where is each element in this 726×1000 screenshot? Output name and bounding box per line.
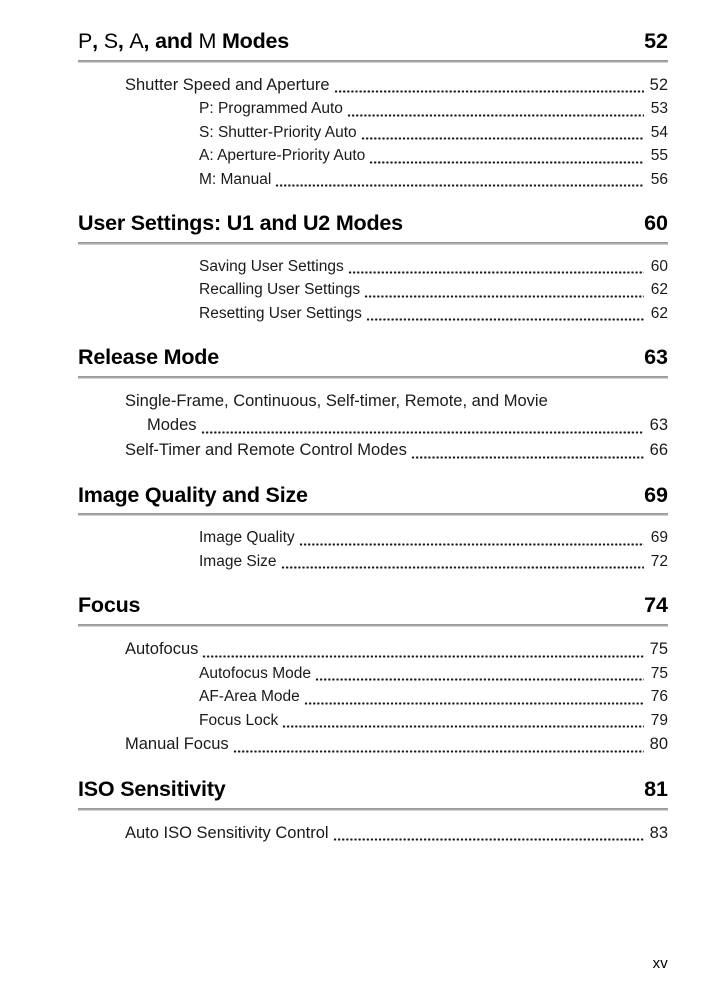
section-entries <box>78 390 668 463</box>
toc-entry-label: A: Aperture-Priority Auto <box>199 147 366 165</box>
toc-entry[interactable] <box>78 663 668 685</box>
section-title-text: , <box>92 29 104 53</box>
toc-entry-label: Image Size <box>199 552 277 570</box>
toc-entry-page-number: 55 <box>650 147 668 165</box>
toc-entry[interactable] <box>78 122 668 144</box>
toc-entry[interactable] <box>78 733 668 757</box>
toc-section <box>78 778 668 845</box>
section-page-number: 74 <box>644 593 668 618</box>
toc-entry-label: M: Manual <box>199 170 272 188</box>
toc-entry-page-number: 60 <box>650 257 668 275</box>
toc-section <box>78 346 668 462</box>
section-title <box>78 30 289 53</box>
toc-entry-label: Self-Timer and Remote Control Modes <box>125 440 407 459</box>
dot-leader <box>233 750 644 753</box>
toc-entry-page-number: 79 <box>650 711 668 729</box>
section-page-number: 52 <box>644 29 668 53</box>
dot-leader <box>202 655 644 658</box>
section-page-number: 60 <box>644 211 668 236</box>
section-page-number: 63 <box>644 345 668 370</box>
section-page-number: 81 <box>644 776 668 801</box>
dot-leader <box>201 431 644 434</box>
toc-entry[interactable] <box>78 439 668 463</box>
section-entries <box>78 527 668 573</box>
toc-entry-label: Recalling User Settings <box>199 281 361 299</box>
toc-entry-page-number: 83 <box>649 823 668 842</box>
dot-leader <box>304 702 644 705</box>
section-heading[interactable] <box>78 484 668 507</box>
dot-leader <box>364 295 644 298</box>
page-folio: xv <box>652 955 668 972</box>
section-divider <box>78 376 668 379</box>
section-heading[interactable] <box>78 212 668 235</box>
section-title <box>78 594 140 617</box>
toc-entry-label: Auto ISO Sensitivity Control <box>125 823 329 842</box>
section-heading[interactable] <box>78 594 668 617</box>
toc-section <box>78 212 668 325</box>
section-entries <box>78 638 668 757</box>
toc-entry-page-number: 80 <box>649 735 668 754</box>
toc-entry-page-number: 72 <box>650 552 668 570</box>
toc-entry-label: Image Quality <box>199 529 295 547</box>
section-title <box>78 778 226 801</box>
section-title-text: User Settings: U1 and U2 Modes <box>78 211 403 236</box>
section-title <box>78 484 308 507</box>
mode-glyph-text: P <box>78 29 93 53</box>
toc-entry[interactable] <box>78 822 668 846</box>
toc-entry-label: Single-Frame, Continuous, Self-timer, Remote, and Movie <box>125 391 548 410</box>
toc-entry-page-number: 76 <box>650 688 668 706</box>
toc-entry-label: Autofocus <box>125 639 199 658</box>
toc-section <box>78 594 668 757</box>
toc-entry-label: Autofocus Mode <box>199 664 312 682</box>
section-heading[interactable] <box>78 346 668 369</box>
mode-glyph-text: M <box>198 29 217 53</box>
toc-entry-page-number: 53 <box>650 100 668 118</box>
toc-entry[interactable] <box>78 98 668 120</box>
section-title <box>78 346 219 369</box>
toc-entry[interactable] <box>78 527 668 549</box>
section-divider <box>78 513 668 516</box>
toc-entry[interactable] <box>78 169 668 191</box>
section-title-text: , <box>143 29 156 53</box>
toc-entry[interactable] <box>78 74 668 98</box>
section-title <box>78 212 403 235</box>
toc-entry-page-number: 75 <box>649 639 668 658</box>
toc-entry[interactable] <box>78 303 668 325</box>
section-title-text: Image Quality and Size <box>78 482 308 507</box>
toc-entry-page-number: 63 <box>649 415 668 434</box>
dot-leader <box>333 838 644 841</box>
section-entries <box>78 256 668 325</box>
toc-entry[interactable] <box>78 390 668 438</box>
section-heading[interactable] <box>78 778 668 801</box>
section-heading[interactable] <box>78 30 668 53</box>
dot-leader <box>282 725 644 728</box>
dot-leader <box>315 678 644 681</box>
toc-entry-page-number: 75 <box>650 664 668 682</box>
dot-leader <box>347 114 644 117</box>
toc-section <box>78 30 668 191</box>
section-entries <box>78 74 668 192</box>
toc-entry[interactable] <box>78 686 668 708</box>
toc-entry-label: Manual Focus <box>125 735 229 754</box>
section-divider <box>78 624 668 627</box>
toc-entry-label: Shutter Speed and Aperture <box>125 75 330 94</box>
section-entries <box>78 822 668 846</box>
toc-entry[interactable] <box>78 710 668 732</box>
dot-leader <box>411 456 644 459</box>
toc-entry-label: P: Programmed Auto <box>199 100 343 118</box>
toc-entry-page-number: 69 <box>650 529 668 547</box>
toc-entry-label: Focus Lock <box>199 711 279 729</box>
section-title-text: ISO Sensitivity <box>78 776 226 801</box>
toc-entry-label: Resetting User Settings <box>199 304 362 322</box>
toc-entry-label: AF-Area Mode <box>199 688 300 706</box>
mode-glyph-text: A <box>129 29 144 53</box>
toc-entry[interactable] <box>78 279 668 301</box>
toc-entry[interactable] <box>78 551 668 573</box>
section-title-text: Release Mode <box>78 345 219 370</box>
toc-entry-label-text: Modes <box>147 415 197 434</box>
dot-leader <box>361 137 644 140</box>
section-divider <box>78 808 668 811</box>
toc-section <box>78 484 668 574</box>
toc-entry-page-number: 66 <box>649 440 668 459</box>
toc-entry-page-number: 56 <box>650 170 668 188</box>
toc-entry-label: S: Shutter-Priority Auto <box>199 123 357 141</box>
mode-glyph-text: S <box>103 29 118 53</box>
section-page-number: 69 <box>644 482 668 507</box>
dot-leader <box>348 271 644 274</box>
toc-entry-page-number: 52 <box>649 75 668 94</box>
dot-leader <box>281 566 644 569</box>
dot-leader <box>299 543 644 546</box>
section-title-text: and <box>155 29 199 53</box>
section-title-text: Focus <box>78 593 141 618</box>
toc-entry-label-continued <box>125 414 668 438</box>
toc-entry[interactable] <box>78 638 668 662</box>
toc-entry-label: Saving User Settings <box>199 257 344 275</box>
section-divider <box>78 242 668 245</box>
toc-entry[interactable] <box>78 145 668 167</box>
section-title-text: , <box>117 29 130 53</box>
dot-leader <box>334 90 644 93</box>
toc-entry-page-number: 54 <box>650 123 668 141</box>
toc-entry-page-number: 62 <box>650 304 668 322</box>
toc-list <box>78 30 668 846</box>
dot-leader <box>275 184 644 187</box>
section-divider <box>78 60 668 63</box>
toc-entry-page-number: 62 <box>650 281 668 299</box>
dot-leader <box>369 161 644 164</box>
section-title-text: Modes <box>216 29 290 53</box>
dot-leader <box>366 318 644 321</box>
toc-entry[interactable] <box>78 256 668 278</box>
